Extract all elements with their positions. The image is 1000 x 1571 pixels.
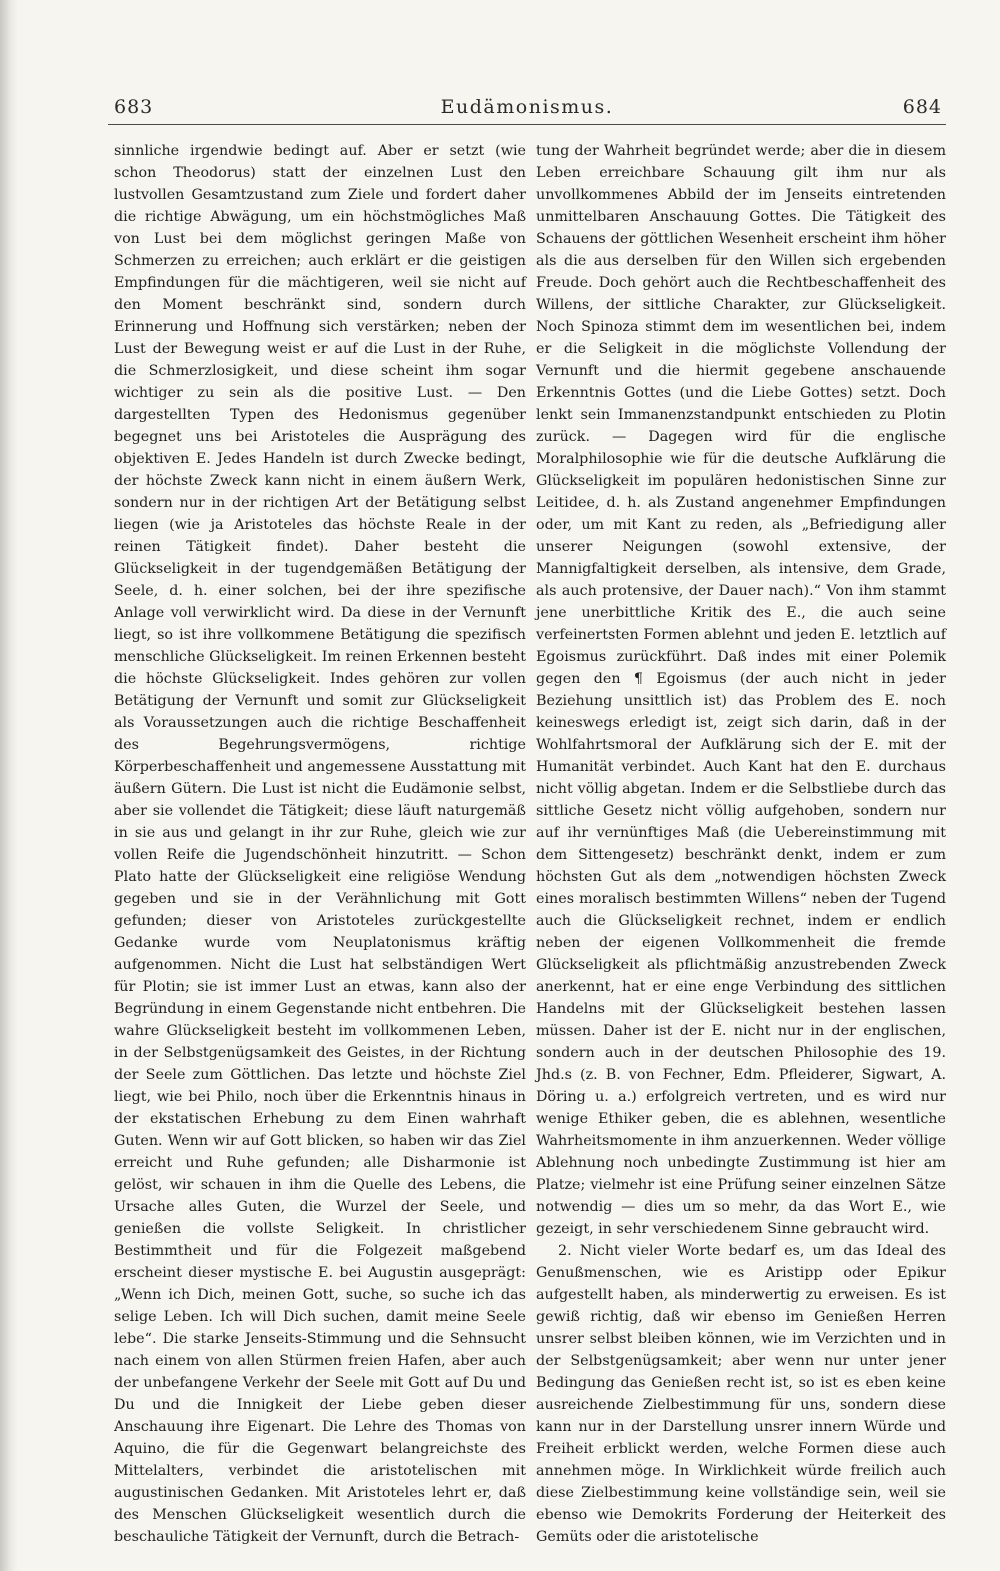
right-paragraph: tung der Wahrheit begründet werde; aber die in diesem Leben erreichbare Schauung gilt ihm nur als unvollkommenes Abbild der im Jenseits eintretenden unmittelbaren Anschauung Gottes. Die Tätigkeit des Schauens der göttlichen Wesenheit erscheint ihm höher als die aus derselben für den Willen sich ergebenden Freude. Doch gehört auch die Rechtbeschaffenheit des Willens, der sittliche Charakter, zur Glückseligkeit. Noch Spinoza stimmt dem im wesentlichen bei, indem er die Seligkeit in die möglichste Vollendung der Vernunft und die hiermit gegebene anschauende Erkenntnis Gottes (und die Liebe Gottes) setzt. Doch lenkt sein Immanenzstandpunkt entschieden zu Plotin zurück. — Dagegen wird für die englische Moralphilosophie wie für die deutsche Aufklärung die Glückseligkeit im populären hedonistischen Sinne zur Leitidee, d. h. als Zustand angenehmer Empfindungen oder, um mit Kant zu reden, als „Befriedigung aller unserer Neigungen (sowohl extensive, der Mannigfaltigkeit derselben, als intensive, dem Grade, als auch protensive, der Dauer nach).“ Von ihm stammt jene unerbittliche Kritik des E., die auch seine verfeinertsten Formen ablehnt und jeden E. letztlich auf Egoismus zurückführt. Daß indes mit einer Polemik gegen den ¶ Egoismus (der auch nicht in jeder Beziehung unsittlich ist) das Problem des E. noch keineswegs erledigt ist, zeigt sich darin, daß in der Wohlfahrtsmoral der Aufklärung sich der E. mit der Humanität verbindet. Auch Kant hat den E. durchaus nicht völlig abgetan. Indem er die Selbstliebe durch das sittliche Gesetz nicht völlig aufgehoben, sondern nur auf ihr vernünftiges Maß (die Uebereinstimmung mit dem Sittengesetz) beschränkt denkt, indem er zum höchsten Gut als dem „notwendigen höchsten Zweck eines moralisch bestimmten Willens“ neben der Tugend auch die Glückseligkeit rechnet, indem er endlich neben der eigenen Vollkommenheit die fremde Glückseligkeit als pflichtmäßig anzustrebenden Zweck anerkennt, hat er eine enge Verbindung des sittlichen Handelns mit der Glückseligkeit bestehen lassen müssen. Daher ist der E. nicht nur in der englischen, sondern auch in der deutschen Philosophie des 19. Jhd.s (z. B. von Fechner, Edm. Pfleiderer, Sigwart, A. Döring u. a.) erfolgreich vertreten, und es wird nur wenige Ethiker geben, die es ablehnen, wesentliche Wahrheitsmomente in ihm anzuerkennen. Weder völlige Ablehnung noch unbedingte Zustimmung ist hier am Platze; vielmehr ist eine Prüfung seiner einzelnen Sätze notwendig — dies um so mehr, da das Wort E., wie gezeigt, in sehr verschiedenem Sinne gebraucht wird.	[536, 143, 946, 1237]
right-paragraph: 2. Nicht vieler Worte bedarf es, um das Ideal des Genußmenschen, wie es Aristipp oder Epikur aufgestellt haben, als minderwertig zu erweisen. Es ist gewiß richtig, daß wir ebenso im Genießen Herren unsrer selbst bleiben können, wie im Verzichten und in der Selbstgenügsamkeit; aber wenn nur unter jener Bedingung das Genießen recht ist, so ist es eben keine ausreichende Zielbestimmung für uns, sondern diese kann nur in der Darstellung unsrer innern Würde und Freiheit erblickt werden, welche Formen diese auch annehmen möge. In Wirklichkeit würde freilich auch diese Zielbestimmung keine vollständige sein, weil sie ebenso wie Demokrits Forderung der Heiterkeit des Gemüts oder die aristotelische	[536, 1243, 946, 1545]
binding-shadow	[0, 0, 18, 1571]
running-title: Eudämonismus.	[440, 96, 614, 118]
left-column	[114, 140, 527, 1545]
page-number-right: 684	[902, 96, 942, 118]
right-column	[536, 140, 946, 1545]
left-paragraph: sinnliche irgendwie bedingt auf. Aber er setzt (wie schon Theodorus) statt der einzelnen Lust den lustvollen Gesamtzustand zum Ziele und fordert daher die richtige Abwägung, um ein höchstmögliches Maß von Lust bei dem möglichst geringen Maße von Schmerzen zu erreichen; auch erklärt er die geistigen Empfindungen für die mächtigeren, weil sie nicht auf den Moment beschränkt sind, sondern durch Erinnerung und Hoffnung sich verstärken; neben der Lust der Bewegung weist er auf die Lust in der Ruhe, die Schmerzlosigkeit, und diese scheint ihm sogar wichtiger zu sein als die positive Lust. — Den dargestellten Typen des Hedonismus gegenüber begegnet uns bei Aristoteles die Ausprägung des objektiven E. Jedes Handeln ist durch Zwecke bedingt, der höchste Zweck kann nicht in einem äußern Werk, sondern nur in der richtigen Art der Betätigung selbst liegen (wie ja Aristoteles das höchste Reale in der reinen Tätigkeit findet). Daher besteht die Glückseligkeit in der tugendgemäßen Betätigung der Seele, d. h. einer solchen, bei der ihre spezifische Anlage voll verwirklicht wird. Da diese in der Vernunft liegt, so ist ihre vollkommene Betätigung die spezifisch menschliche Glückseligkeit. Im reinen Erkennen besteht die höchste Glückseligkeit. Indes gehören zur vollen Betätigung der Vernunft und somit zur Glückseligkeit als Voraussetzungen auch die richtige Beschaffenheit des Begehrungsvermögens, richtige Körperbeschaffenheit und angemessene Ausstattung mit äußern Gütern. Die Lust ist nicht die Eudämonie selbst, aber sie vollendet die Tätigkeit; diese läuft naturgemäß in sie aus und gelangt in ihr zur Ruhe, gleich wie zur vollen Reife die Jugendschönheit hinzutritt. — Schon Plato hatte der Glückseligkeit eine religiöse Wendung gegeben und sie in der Verähnlichung mit Gott gefunden; dieser von Aristoteles zurückgestellte Gedanke wurde vom Neuplatonismus kräftig aufgenommen. Nicht die Lust hat selbständigen Wert für Plotin; sie ist immer Lust an etwas, kann also der Begründung in einem Gegenstande nicht entbehren. Die wahre Glückseligkeit besteht im vollkommenen Leben, in der Selbstgenügsamkeit des Geistes, in der Richtung der Seele zum Göttlichen. Das letzte und höchste Ziel liegt, wie bei Philo, noch über die Erkenntnis hinaus in der ekstatischen Erhebung zu dem Einen wahrhaft Guten. Wenn wir auf Gott blicken, so haben wir das Ziel erreicht und Ruhe gefunden; alle Disharmonie ist gelöst, wir schauen in ihm die Quelle des Lebens, die Ursache alles Guten, die Wurzel der Seele, und genießen die vollste Seligkeit. In christlicher Bestimmtheit und für die Folgezeit maßgebend erscheint dieser mystische E. bei Augustin ausgeprägt: „Wenn ich Dich, meinen Gott, suche, so suche ich das selige Leben. Ich will Dich suchen, damit meine Seele lebe“. Die starke Jenseits-Stimmung und die Sehnsucht nach einem von allen Stürmen freien Hafen, aber auch der unbefangene Verkehr der Seele mit Gott auf Du und Du und die Innigkeit der Liebe geben dieser Anschauung ihre Eigenart. Die Lehre des Thomas von Aquino, die für die Gegenwart belangreichste des Mittelalters, verbindet die aristotelischen mit augustinischen Gedanken. Mit Aristoteles lehrt er, daß des Menschen Glückseligkeit wesentlich durch die beschauliche Tätigkeit der Vernunft, durch die Betrach-	[114, 143, 527, 1545]
header-rule	[108, 124, 946, 125]
running-header	[108, 92, 946, 126]
page-number-left: 683	[114, 96, 154, 118]
